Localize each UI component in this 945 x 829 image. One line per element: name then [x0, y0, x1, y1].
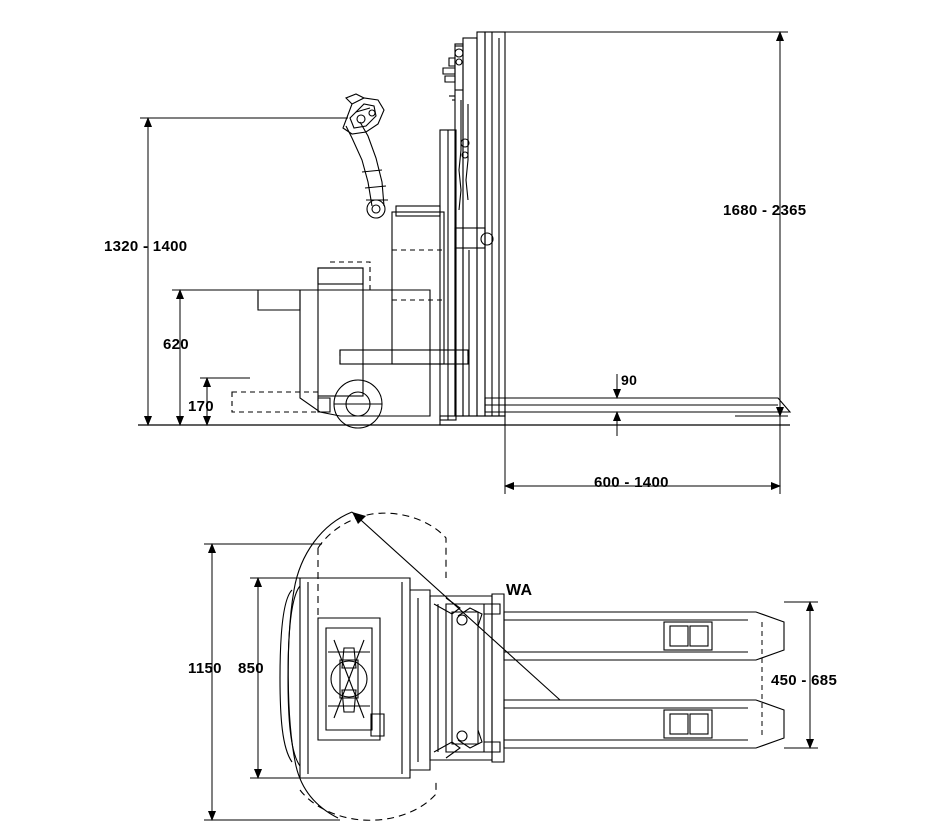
- dimension-label-body-length: 850: [238, 660, 264, 677]
- dimension-label-fork-spread: 450 - 685: [771, 672, 838, 689]
- annotation-label-turning-radius: WA: [506, 582, 533, 599]
- dimension-label-overall-length: 1150: [188, 660, 222, 677]
- dimension-label-fork-length: 600 - 1400: [594, 474, 669, 491]
- dimension-label-chassis-height: 620: [163, 336, 189, 353]
- dimension-label-mast-height: 1680 - 2365: [723, 202, 807, 219]
- plan-view-geometry: [280, 512, 784, 820]
- dimension-label-fork-thickness: 90: [621, 372, 638, 388]
- dimension-label-tiller-height: 1320 - 1400: [104, 238, 188, 255]
- side-view-geometry: [138, 32, 790, 428]
- dimension-label-ground-clearance: 170: [188, 398, 214, 415]
